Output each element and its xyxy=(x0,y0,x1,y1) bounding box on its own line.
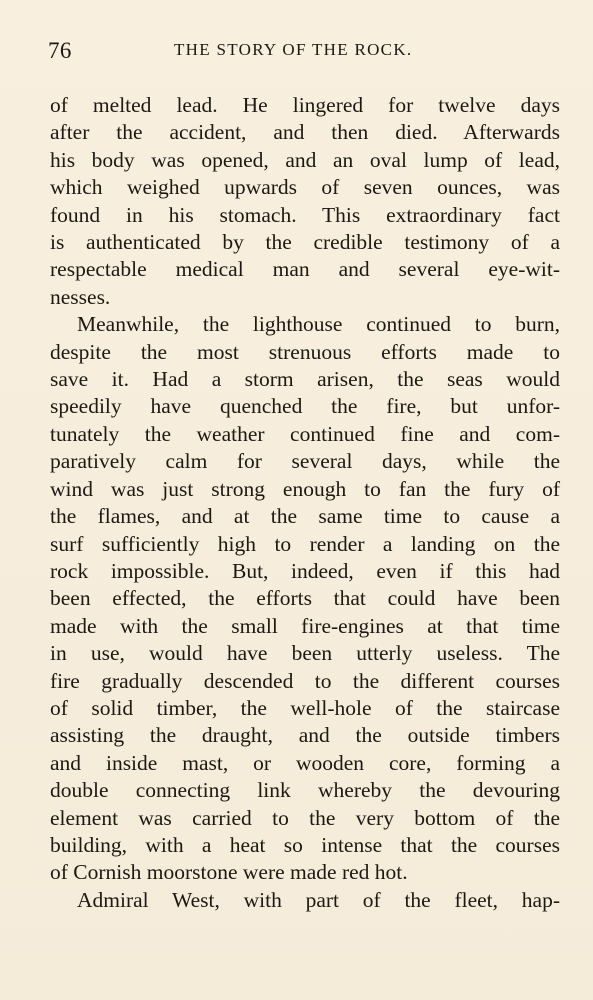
text-line: save it. Had a storm arisen, the seas would xyxy=(50,367,560,392)
text-line: of solid timber, the well-hole of the staircase xyxy=(50,695,560,720)
text-line: respectable medical man and several eye-wit- xyxy=(50,257,560,282)
text-line: made with the small fire-engines at that time xyxy=(50,613,560,638)
text-line: paratively calm for several days, while the xyxy=(50,449,560,474)
body-text xyxy=(50,92,560,914)
paragraph-2 xyxy=(50,311,560,887)
text-line: which weighed upwards of seven ounces, was xyxy=(50,175,560,200)
text-line: in use, would have been utterly useless. The xyxy=(50,641,560,666)
text-line: building, with a heat so intense that the courses xyxy=(50,832,560,857)
text-line: found in his stomach. This extraordinary fact xyxy=(50,202,560,227)
text-line: been effected, the efforts that could have been xyxy=(50,586,560,611)
page-number: 76 xyxy=(48,38,72,63)
paragraph-3 xyxy=(50,887,560,914)
text-line: rock impossible. But, indeed, even if this had xyxy=(50,558,560,583)
text-line: fire gradually descended to the different courses xyxy=(50,668,560,693)
page-header xyxy=(48,36,560,72)
text-line: of melted lead. He lingered for twelve days xyxy=(50,93,560,117)
text-line: surf sufficiently high to render a landing on the xyxy=(50,531,560,556)
text-line: is authenticated by the credible testimony of a xyxy=(50,230,560,255)
text-line: after the accident, and then died. Afterwards xyxy=(50,120,560,145)
running-head: THE STORY OF THE ROCK. xyxy=(174,40,413,59)
text-line: speedily have quenched the fire, but unfor- xyxy=(50,394,560,419)
paragraph-1 xyxy=(50,92,560,311)
text-line: double connecting link whereby the devouring xyxy=(50,778,560,803)
text-line: element was carried to the very bottom of the xyxy=(50,805,560,830)
text-line: and inside mast, or wooden core, forming a xyxy=(50,750,560,775)
text-line: the flames, and at the same time to cause a xyxy=(50,504,560,529)
text-line: his body was opened, and an oval lump of lead, xyxy=(50,147,560,172)
text-line: Meanwhile, the lighthouse continued to burn, xyxy=(77,312,560,337)
text-line: wind was just strong enough to fan the fury of xyxy=(50,476,560,501)
text-line: tunately the weather continued fine and com- xyxy=(50,421,560,446)
text-line: nesses. xyxy=(50,284,111,309)
text-line: of Cornish moorstone were made red hot. xyxy=(50,860,408,885)
text-line: Admiral West, with part of the fleet, hap- xyxy=(77,887,560,912)
text-line: assisting the draught, and the outside timbers xyxy=(50,723,560,748)
text-line: despite the most strenuous efforts made to xyxy=(50,339,560,364)
